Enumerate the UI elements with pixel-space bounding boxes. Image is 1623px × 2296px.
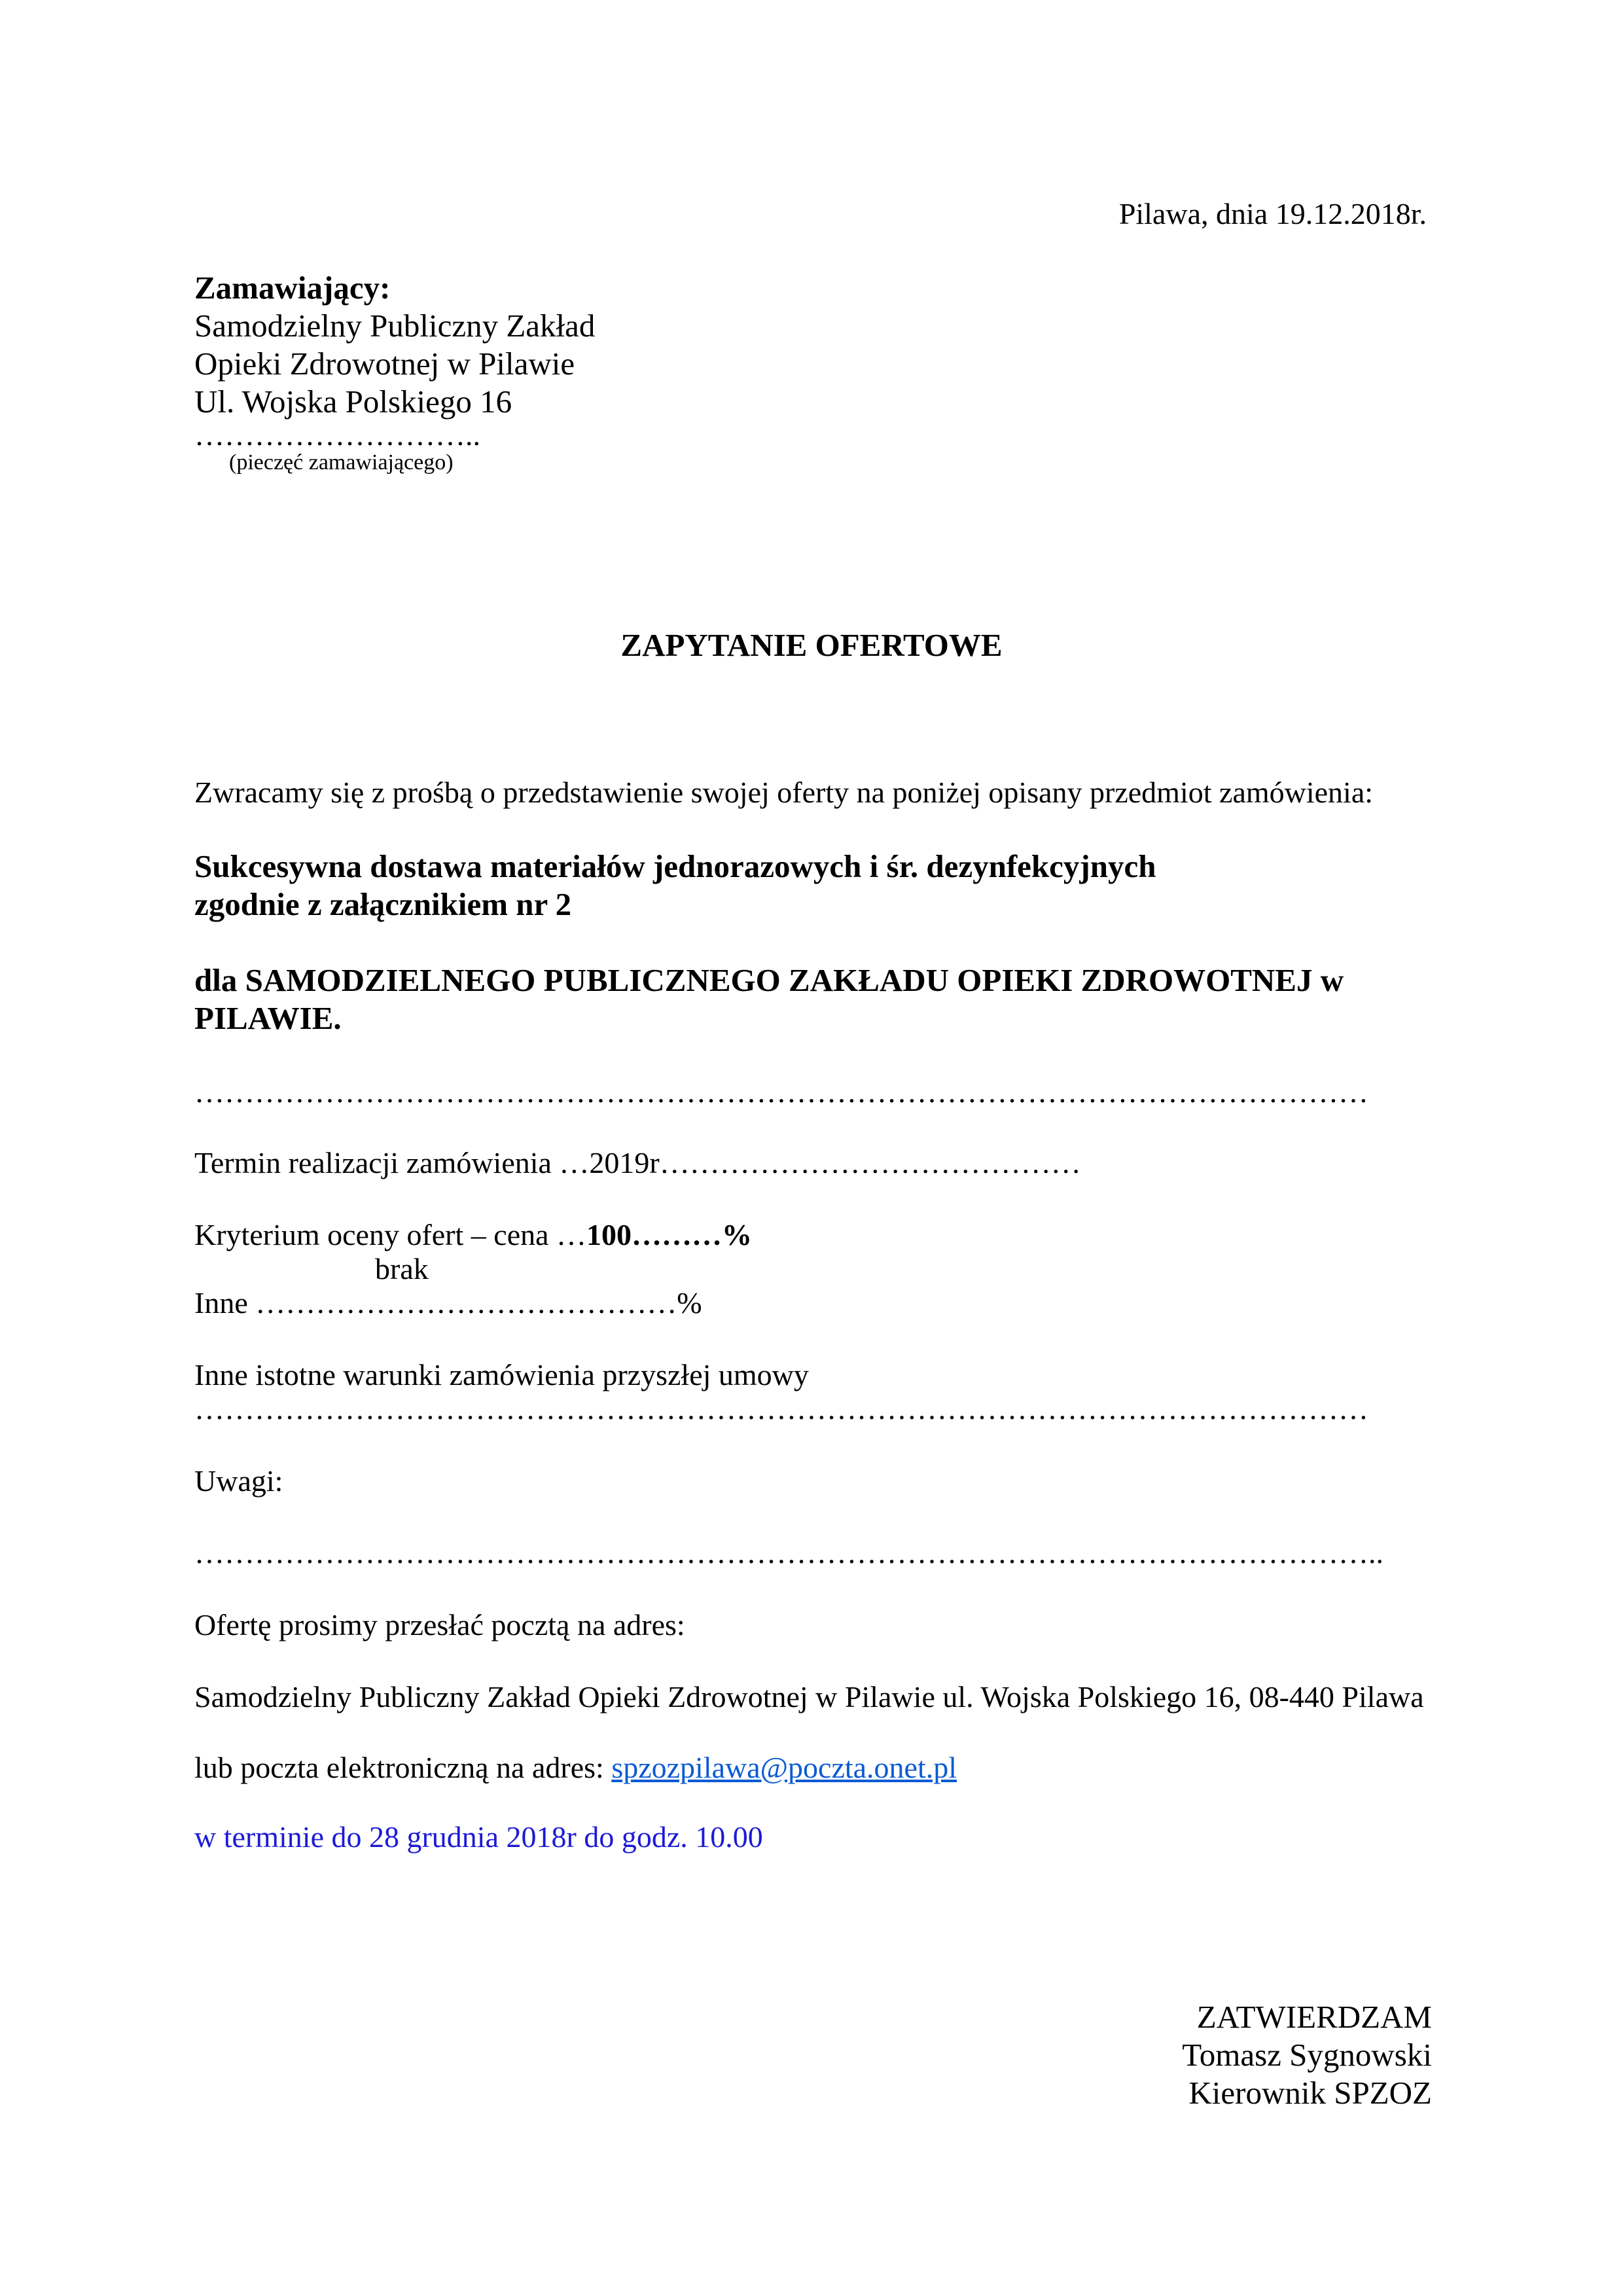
submission-email-line — [194, 1749, 957, 1787]
email-link[interactable]: spzozpilawa@poczta.onet.pl — [611, 1751, 957, 1784]
criteria-value: 100………% — [586, 1218, 753, 1251]
notes-dots: ……………………………………………………………………………………………………….. — [194, 1536, 1383, 1570]
notes-label: Uwagi: — [194, 1464, 283, 1498]
subject-line-1: Sukcesywna dostawa materiałów jednorazowych i śr. dezynfekcyjnych — [194, 848, 1156, 884]
deadline-line — [194, 1144, 1081, 1182]
criteria-line — [194, 1216, 752, 1254]
submission-label: Ofertę prosimy przesłać pocztą na adres: — [194, 1608, 685, 1641]
submission-address: Samodzielny Publiczny Zakład Opieki Zdrowotnej w Pilawie ul. Wojska Polskiego 16, 08-440 Pilawa — [194, 1680, 1424, 1713]
criteria-other: Inne ……………………………………% — [194, 1286, 702, 1319]
stamp-caption: (pieczęć zamawiającego) — [229, 450, 454, 475]
stamp-dots: ……………………….. — [194, 418, 480, 452]
signature-approve: ZATWIERDZAM — [1196, 1999, 1432, 2035]
deadline-dots: …………………………………… — [659, 1146, 1081, 1179]
deadline-label: Termin realizacji zamówienia …2019r — [194, 1146, 660, 1179]
document-title: ZAPYTANIE OFERTOWE — [620, 627, 1003, 663]
conditions-label: Inne istotne warunki zamówienia przyszłej umowy — [194, 1358, 809, 1391]
intro-text: Zwracamy się z prośbą o przedstawienie swojej oferty na poniżej opisany przedmiot zamówienia: — [194, 776, 1374, 809]
signature-name: Tomasz Sygnowski — [1182, 2037, 1432, 2073]
place-date: Pilawa, dnia 19.12.2018r. — [1118, 197, 1427, 230]
orderer-line-1: Samodzielny Publiczny Zakład — [194, 308, 596, 344]
recipient-line-2: PILAWIE. — [194, 1000, 342, 1036]
criteria-brak: brak — [375, 1252, 429, 1285]
orderer-line-3: Ul. Wojska Polskiego 16 — [194, 384, 512, 420]
conditions-dots: ……………………………………………………………………………………………………… — [194, 1392, 1368, 1426]
criteria-label: Kryterium oceny ofert – cena … — [194, 1218, 587, 1251]
recipient-line-1: dla SAMODZIELNEGO PUBLICZNEGO ZAKŁADU OPIEKI ZDROWOTNEJ w — [194, 962, 1344, 998]
signature-role: Kierownik SPZOZ — [1188, 2075, 1432, 2111]
orderer-label: Zamawiający: — [194, 270, 391, 306]
submission-deadline: w terminie do 28 grudnia 2018r do godz. 10.00 — [194, 1820, 763, 1854]
email-prefix: lub poczta elektroniczną na adres: — [194, 1751, 612, 1784]
subject-line-2: zgodnie z załącznikiem nr 2 — [194, 886, 572, 922]
dots-line-1: ……………………………………………………………………………………………………… — [194, 1075, 1368, 1109]
orderer-line-2: Opieki Zdrowotnej w Pilawie — [194, 346, 575, 382]
